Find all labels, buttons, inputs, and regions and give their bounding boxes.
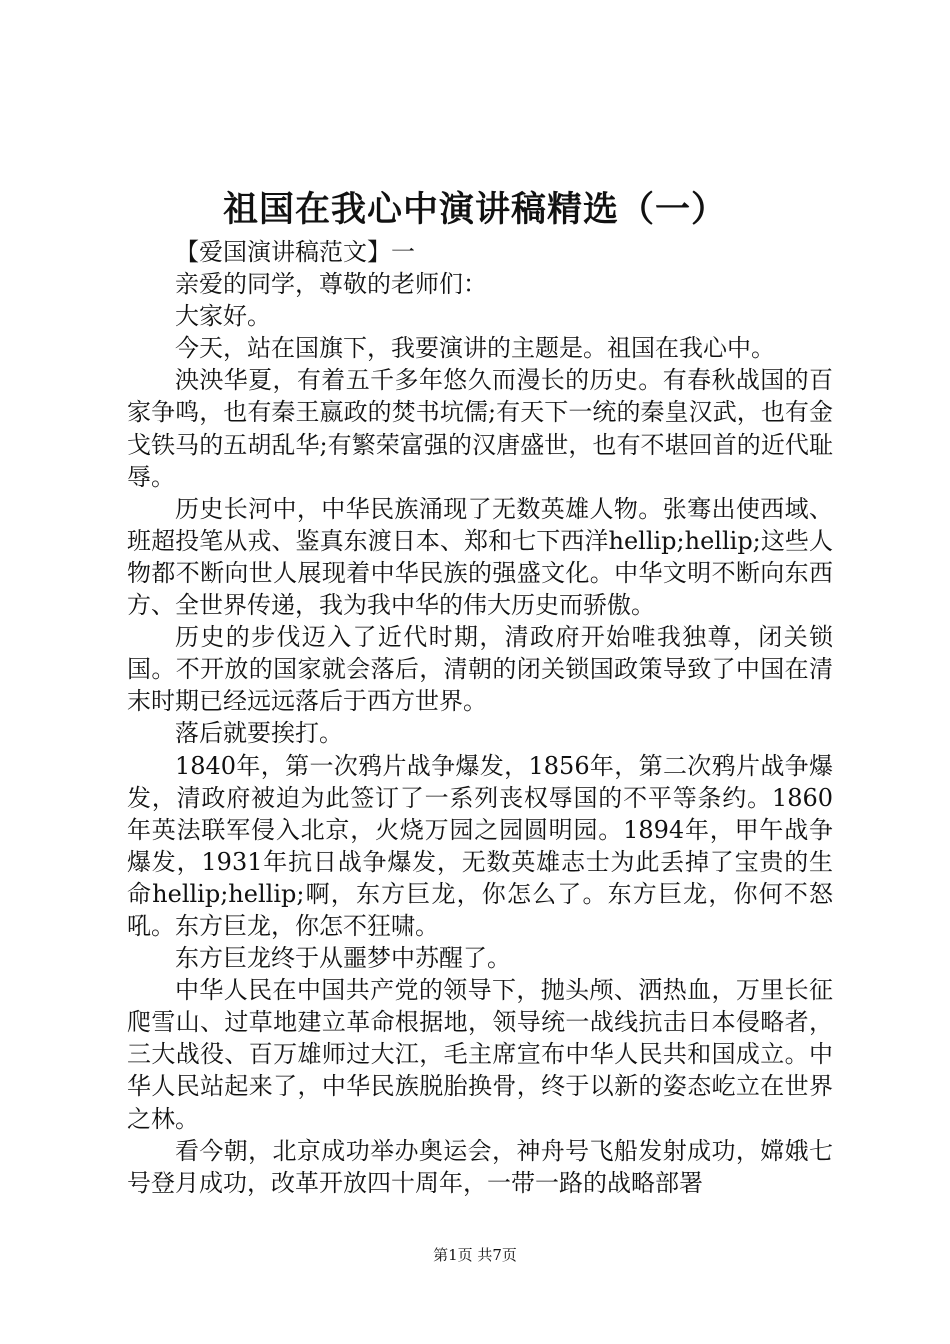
paragraph: 中华人民在中国共产党的领导下，抛头颅、洒热血，万里长征爬雪山、过草地建立革命根据地，领导统一战线抗击日本侵略者，三大战役、百万雄师过大江，毛主席宣布中华人民共和国成立。中华人民站起来了，中华民族脱胎换骨，终于以新的姿态屹立在世界之林。 bbox=[127, 976, 833, 1133]
paragraph: 东方巨龙终于从噩梦中苏醒了。 bbox=[175, 944, 511, 973]
paragraph: 1840年，第一次鸦片战争爆发，1856年，第二次鸦片战争爆发，清政府被迫为此签订了一系列丧权辱国的不平等条约。1860年英法联军侵入北京，火烧万园之园圆明园。1894年，甲午战争爆发，1931年抗日战争爆发，无数英雄志士为此丢掉了宝贵的生命hellip;hellip;啊，东方巨龙，你怎么了。东方巨龙，你何不怒吼。东方巨龙，你怎不狂啸。 bbox=[127, 751, 833, 940]
paragraph: 今天，站在国旗下，我要演讲的主题是。祖国在我心中。 bbox=[175, 334, 775, 363]
paragraph: 历史长河中，中华民族涌现了无数英雄人物。张骞出使西域、班超投笔从戎、鉴真东渡日本、郑和七下西洋hellip;hellip;这些人物都不断向世人展现着中华民族的强盛文化。中华文明不断向东西方、全世界传递，我为我中华的伟大历史而骄傲。 bbox=[127, 494, 833, 620]
paragraph: 历史的步伐迈入了近代时期，清政府开始唯我独尊，闭关锁国。不开放的国家就会落后，清朝的闭关锁国政策导致了中国在清末时期已经远远落后于西方世界。 bbox=[127, 623, 833, 716]
paragraph: 大家好。 bbox=[175, 302, 271, 331]
paragraph: 亲爱的同学，尊敬的老师们： bbox=[175, 270, 487, 299]
paragraph: 落后就要挨打。 bbox=[175, 719, 343, 748]
page-footer: 第1页 共7页 bbox=[433, 1246, 517, 1264]
paragraph: 看今朝，北京成功举办奥运会，神舟号飞船发射成功，嫦娥七号登月成功，改革开放四十周年，一带一路的战略部署 bbox=[127, 1136, 833, 1197]
document-title: 祖国在我心中演讲稿精选（一） bbox=[222, 189, 727, 230]
paragraph: 泱泱华夏，有着五千多年悠久而漫长的历史。有春秋战国的百家争鸣，也有秦王嬴政的焚书坑儒;有天下一统的秦皇汉武，也有金戈铁马的五胡乱华;有繁荣富强的汉唐盛世，也有不堪回首的近代耻辱。 bbox=[127, 366, 833, 491]
paragraph: 【爱国演讲稿范文】一 bbox=[175, 238, 415, 266]
document-body bbox=[127, 236, 833, 1199]
